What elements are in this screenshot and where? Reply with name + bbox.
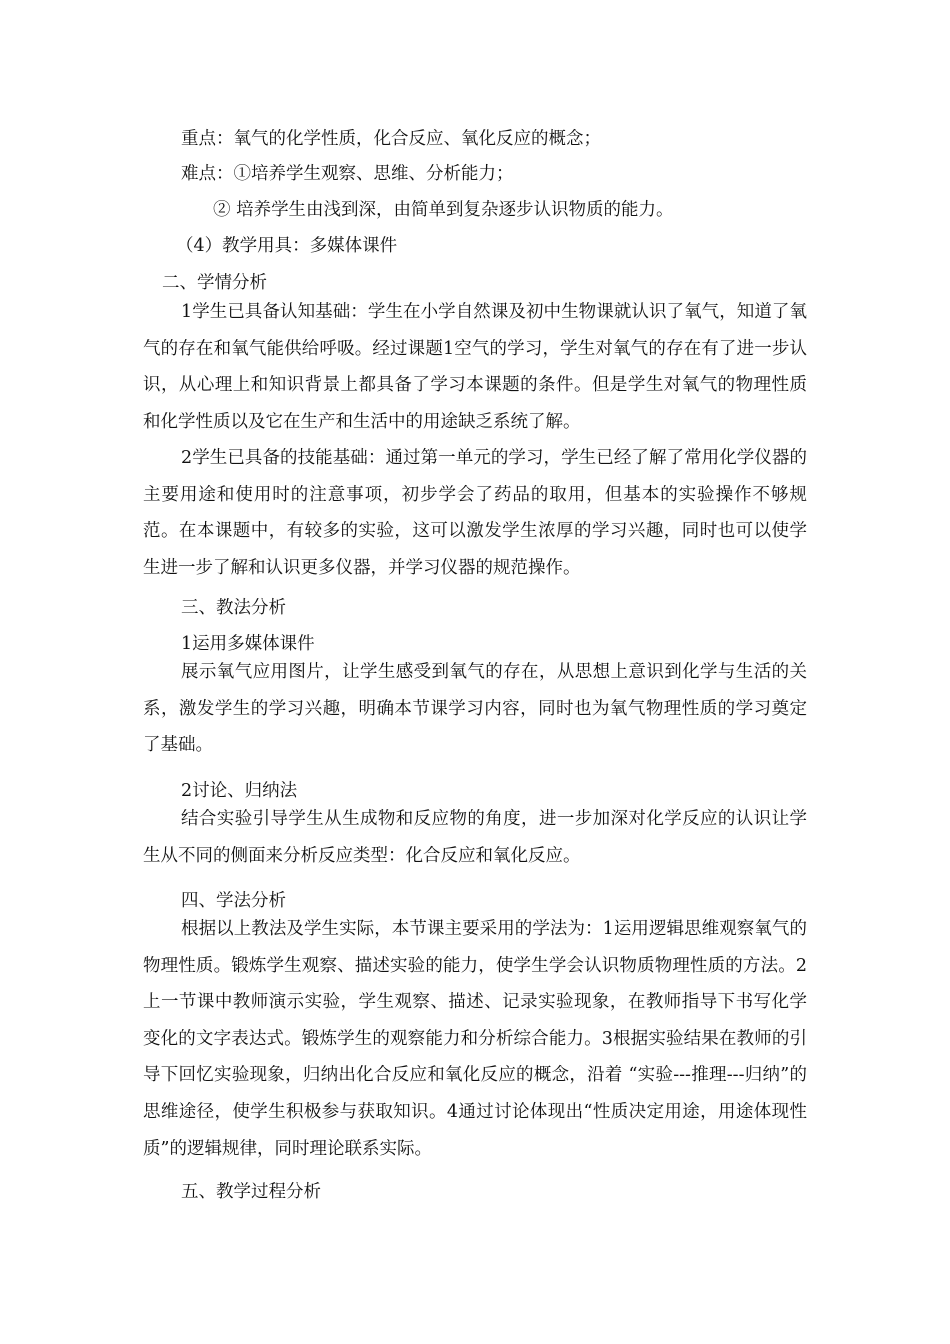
key-points-line: 重点：氧气的化学性质，化合反应、氧化反应的概念； (181, 129, 601, 149)
section-heading-student-analysis: 二、学情分析 (162, 273, 267, 293)
method-item-discussion: 2讨论、归纳法 (181, 781, 298, 801)
section-heading-learning-method: 四、学法分析 (181, 891, 286, 911)
difficulty-line-1: 难点：①培养学生观察、思维、分析能力； (181, 164, 514, 184)
section-heading-teaching-process: 五、教学过程分析 (181, 1182, 321, 1202)
student-skill-basis-paragraph: 2学生已具备的技能基础：通过第一单元的学习，学生已经了解了常用化学仪器的主要用途和使用时的注意事项，初步学会了药品的取用，但基本的实验操作不够规范。在本课题中，有较多的实验，这可以激发学生浓厚的学习兴趣，同时也可以使学生进一步了解和认识更多仪器，并学习仪器的规范操作。 (143, 448, 807, 578)
section-heading-teaching-method: 三、教法分析 (181, 598, 286, 618)
discussion-paragraph: 结合实验引导学生从生成物和反应物的角度，进一步加深对化学反应的认识让学生从不同的侧面来分析反应类型：化合反应和氧化反应。 (143, 809, 807, 866)
learning-method-paragraph: 根据以上教法及学生实际，本节课主要采用的学法为：1运用逻辑思维观察氧气的物理性质。锻炼学生观察、描述实验的能力，使学生学会认识物质物理性质的方法。2上一节课中教师演示实验，学生观察、描述、记录实验现象，在教师指导下书写化学变化的文字表达式。锻炼学生的观察能力和分析综合能力。3根据实验结果在教师的引导下回忆实验现象，归纳出化合反应和氧化反应的概念，沿着 “实验---推理---归纳”的思维途径，使学生积极参与获取知识。4通过讨论体现出“性质决定用途，用途体现性质”的逻辑规律，同时理论联系实际。 (143, 919, 807, 1159)
student-cognitive-basis-paragraph: 1学生已具备认知基础：学生在小学自然课及初中生物课就认识了氧气，知道了氧气的存在和氧气能供给呼吸。经过课题1空气的学习，学生对氧气的存在有了进一步认识，从心理上和知识背景上都具备了学习本课题的条件。但是学生对氧气的物理性质和化学性质以及它在生产和生活中的用途缺乏系统了解。 (143, 302, 807, 432)
teaching-tools-line: （4）教学用具：多媒体课件 (176, 236, 398, 256)
difficulty-line-2: ② 培养学生由浅到深，由简单到复杂逐步认识物质的能力。 (213, 200, 674, 220)
method-item-multimedia: 1运用多媒体课件 (181, 634, 315, 654)
multimedia-paragraph: 展示氧气应用图片，让学生感受到氧气的存在，从思想上意识到化学与生活的关系，激发学生的学习兴趣，明确本节课学习内容，同时也为氧气物理性质的学习奠定了基础。 (143, 662, 807, 756)
